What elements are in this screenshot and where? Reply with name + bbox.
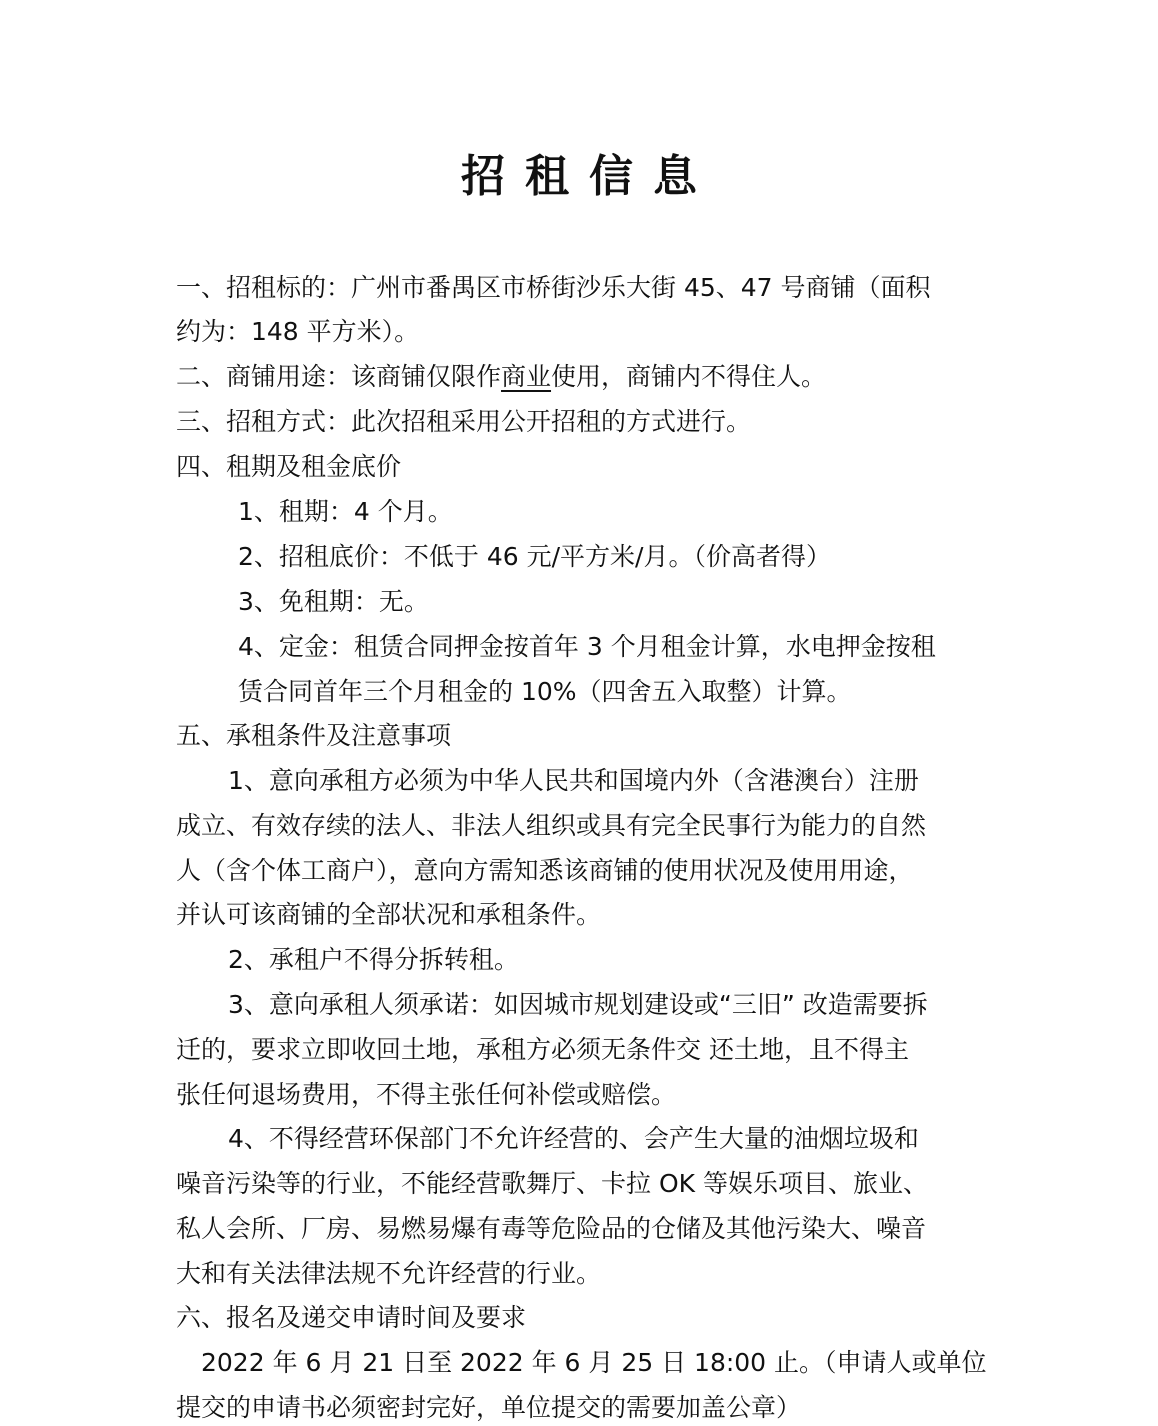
section-5-item-3-line-3: 张任何退场费用，不得主张任何补偿或赔偿。 <box>176 1080 677 1109</box>
section-5-heading: 五、承租条件及注意事项 <box>176 721 452 750</box>
section-6-line-2: 提交的申请书必须密封完好，单位提交的需要加盖公章） <box>176 1393 802 1422</box>
section-5-item-1-line-4: 并认可该商铺的全部状况和承租条件。 <box>176 900 602 929</box>
section-4-item-1: 1、租期：4 个月。 <box>238 497 453 526</box>
section-4-item-4-line-1: 4、定金：租赁合同押金按首年 3 个月租金计算，水电押金按租 <box>238 632 936 661</box>
section-4-heading: 四、租期及租金底价 <box>176 452 402 481</box>
section-1-line-2: 约为：148 平方米）。 <box>176 317 420 346</box>
section-5-item-4-line-3: 私人会所、厂房、易燃易爆有毒等危险品的仓储及其他污染大、噪音 <box>176 1214 927 1243</box>
section-6-heading: 六、报名及递交申请时间及要求 <box>176 1303 527 1332</box>
section-3-line: 三、招租方式：此次招租采用公开招租的方式进行。 <box>176 407 752 436</box>
section-2-suffix: 使用，商铺内不得住人。 <box>551 362 827 391</box>
section-2-line <box>176 359 986 395</box>
section-6-line-1: 2022 年 6 月 21 日至 2022 年 6 月 25 日 18:00 止。（申请人或单位 <box>201 1348 987 1377</box>
section-5-item-1-line-2: 成立、有效存续的法人、非法人组织或具有完全民事行为能力的自然 <box>176 811 927 840</box>
section-2-use-value: 商业 <box>501 362 552 391</box>
section-4-item-4-line-2: 赁合同首年三个月租金的 10%（四舍五入取整）计算。 <box>238 677 852 706</box>
document-title: 招租信息 <box>461 151 717 202</box>
section-1-line-1: 一、招租标的：广州市番禺区市桥街沙乐大街 45、47 号商铺（面积 <box>176 273 931 302</box>
section-5-item-1-line-3: 人（含个体工商户），意向方需知悉该商铺的使用状况及使用用途， <box>176 856 914 885</box>
section-5-item-1-line-1: 1、意向承租方必须为中华人民共和国境内外（含港澳台）注册 <box>228 766 919 795</box>
section-2-prefix: 二、商铺用途：该商铺仅限作 <box>176 362 502 391</box>
section-4-item-3: 3、免租期：无。 <box>238 587 429 616</box>
section-4-item-2: 2、招租底价：不低于 46 元/平方米/月。（价高者得） <box>238 542 831 571</box>
section-5-item-4-line-2: 噪音污染等的行业，不能经营歌舞厅、卡拉 OK 等娱乐项目、旅业、 <box>176 1169 928 1198</box>
section-5-item-4-line-4: 大和有关法律法规不允许经营的行业。 <box>176 1259 602 1288</box>
section-5-item-4-line-1: 4、不得经营环保部门不允许经营的、会产生大量的油烟垃圾和 <box>228 1124 919 1153</box>
section-5-item-2: 2、承租户不得分拆转租。 <box>228 945 519 974</box>
section-5-item-3-line-1: 3、意向承租人须承诺：如因城市规划建设或“三旧” 改造需要拆 <box>228 990 928 1019</box>
section-5-item-3-line-2: 迁的，要求立即收回土地，承租方必须无条件交 还土地，且不得主 <box>176 1035 909 1064</box>
